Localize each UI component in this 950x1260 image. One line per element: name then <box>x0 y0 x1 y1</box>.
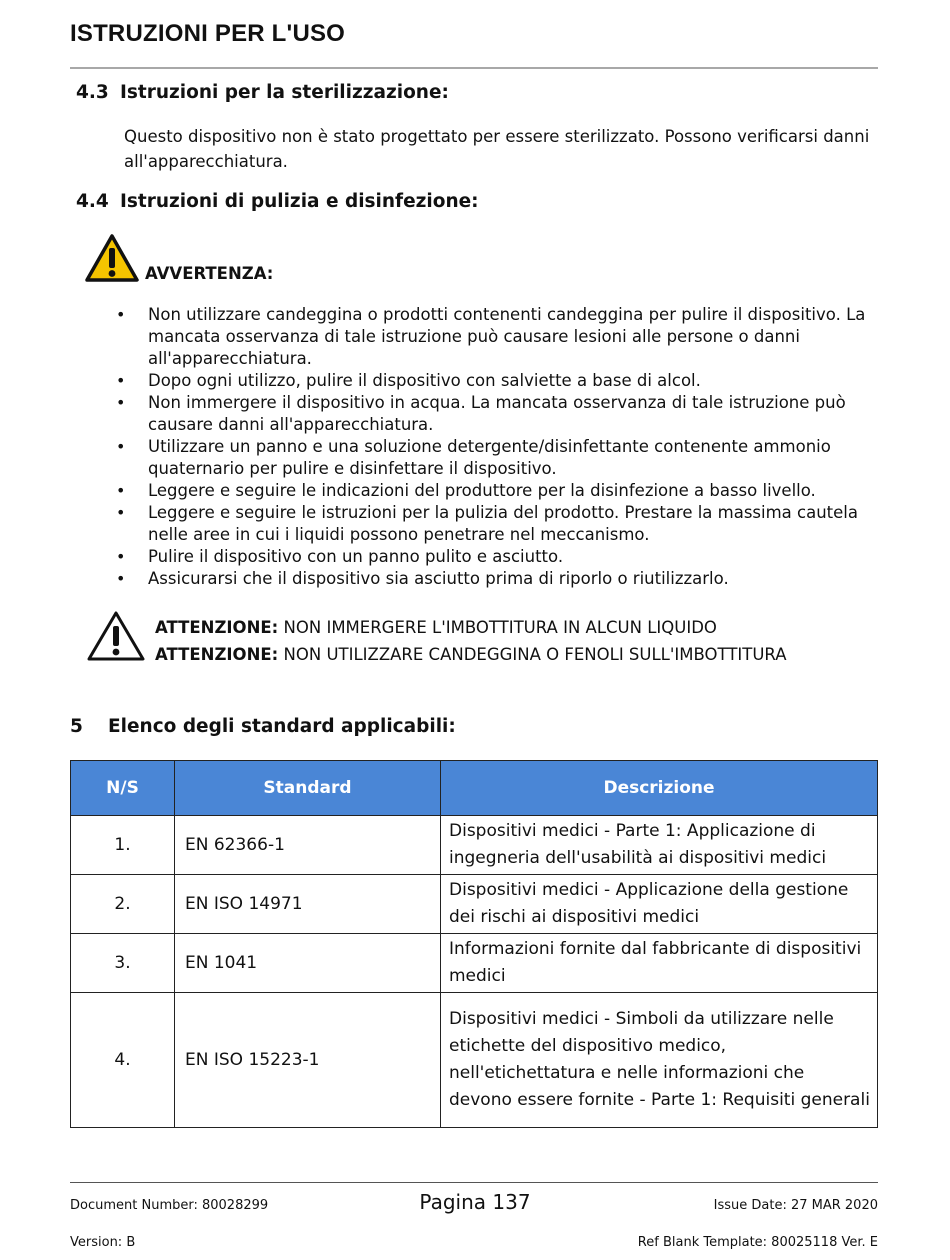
table-row <box>71 934 878 993</box>
page-title: ISTRUZIONI PER L'USO <box>70 20 346 47</box>
cell-description: Dispositivi medici - Parte 1: Applicazione di ingegneria dell'usabilità ai dispositivi medici <box>441 816 878 875</box>
list-item: • Non utilizzare candeggina o prodotti contenenti candeggina per pulire il dispositivo. La mancata osservanza di tale istruzione può causare lesioni alle persone o danni all'apparecchiatura. <box>116 305 866 368</box>
list-item: • Dopo ogni utilizzo, pulire il dispositivo con salviette a base di alcol. <box>116 371 701 390</box>
section-4-3-heading <box>76 82 449 103</box>
table-row <box>71 993 878 1128</box>
section-title: Istruzioni per la sterilizzazione: <box>120 82 449 103</box>
cell-description: Informazioni fornite dal fabbricante di dispositivi medici <box>441 934 878 993</box>
cleaning-instructions-list <box>114 304 884 590</box>
version: Version: B <box>70 1235 136 1250</box>
table-row <box>71 816 878 875</box>
standards-table <box>70 760 878 1128</box>
section-number: 4.4 <box>76 191 109 212</box>
cell-standard: EN 62366-1 <box>175 816 441 875</box>
footer-divider <box>70 1182 878 1183</box>
cell-ns: 1. <box>71 816 175 875</box>
list-item: • Non immergere il dispositivo in acqua. La mancata osservanza di tale istruzione può causare danni all'apparecchiatura. <box>116 393 846 434</box>
section-number: 4.3 <box>76 82 109 103</box>
document-number: Document Number: 80028299 <box>70 1198 269 1213</box>
cell-description: Dispositivi medici - Simboli da utilizzare nelle etichette del dispositivo medico, nell'etichettatura e nelle informazioni che devono essere fornite - Parte 1: Requisiti generali <box>441 993 878 1128</box>
list-item: • Pulire il dispositivo con un panno pulito e asciutto. <box>116 547 564 566</box>
caution-line: ATTENZIONE: NON UTILIZZARE CANDEGGINA O FENOLI SULL'IMBOTTITURA <box>155 645 787 664</box>
cell-ns: 4. <box>71 993 175 1128</box>
list-item: • Leggere e seguire le istruzioni per la pulizia del prodotto. Prestare la massima cautela nelle aree in cui i liquidi possono penetrare nel meccanismo. <box>116 503 858 544</box>
cell-description: Dispositivi medici - Applicazione della gestione dei rischi ai dispositivi medici <box>441 875 878 934</box>
template-reference: Ref Blank Template: 80025118 Ver. E <box>637 1235 878 1250</box>
cell-ns: 2. <box>71 875 175 934</box>
page-number: Pagina 137 <box>419 1190 531 1214</box>
section-4-4-heading <box>76 191 479 212</box>
sterilization-paragraph: Questo dispositivo non è stato progettato per essere sterilizzato. Possono verificarsi danni all'apparecchiatura. <box>124 127 870 171</box>
caution-block <box>155 614 787 668</box>
cell-standard: EN 1041 <box>175 934 441 993</box>
caution-line: ATTENZIONE: NON IMMERGERE L'IMBOTTITURA IN ALCUN LIQUIDO <box>155 618 717 637</box>
caution-triangle-icon <box>86 610 146 662</box>
header-divider <box>70 67 878 69</box>
cell-ns: 3. <box>71 934 175 993</box>
column-header-ns: N/S <box>71 761 175 816</box>
table-header-row <box>71 761 878 816</box>
section-number: 5 <box>70 716 83 737</box>
section-title: Istruzioni di pulizia e disinfezione: <box>120 191 479 212</box>
list-item: • Utilizzare un panno e una soluzione detergente/disinfettante contenente ammonio quaternario per pulire e disinfettare il dispositivo. <box>116 437 831 478</box>
cell-standard: EN ISO 14971 <box>175 875 441 934</box>
section-title: Elenco degli standard applicabili: <box>108 716 456 737</box>
list-item: • Assicurarsi che il dispositivo sia asciutto prima di riporlo o riutilizzarlo. <box>116 569 729 588</box>
cell-standard: EN ISO 15223-1 <box>175 993 441 1128</box>
table-row <box>71 875 878 934</box>
column-header-description: Descrizione <box>441 761 878 816</box>
column-header-standard: Standard <box>175 761 441 816</box>
issue-date: Issue Date: 27 MAR 2020 <box>713 1198 878 1213</box>
section-5-heading <box>70 716 456 737</box>
warning-triangle-icon <box>84 233 140 283</box>
list-item: • Leggere e seguire le indicazioni del produttore per la disinfezione a basso livello. <box>116 481 816 500</box>
warning-label: AVVERTENZA: <box>145 264 274 283</box>
